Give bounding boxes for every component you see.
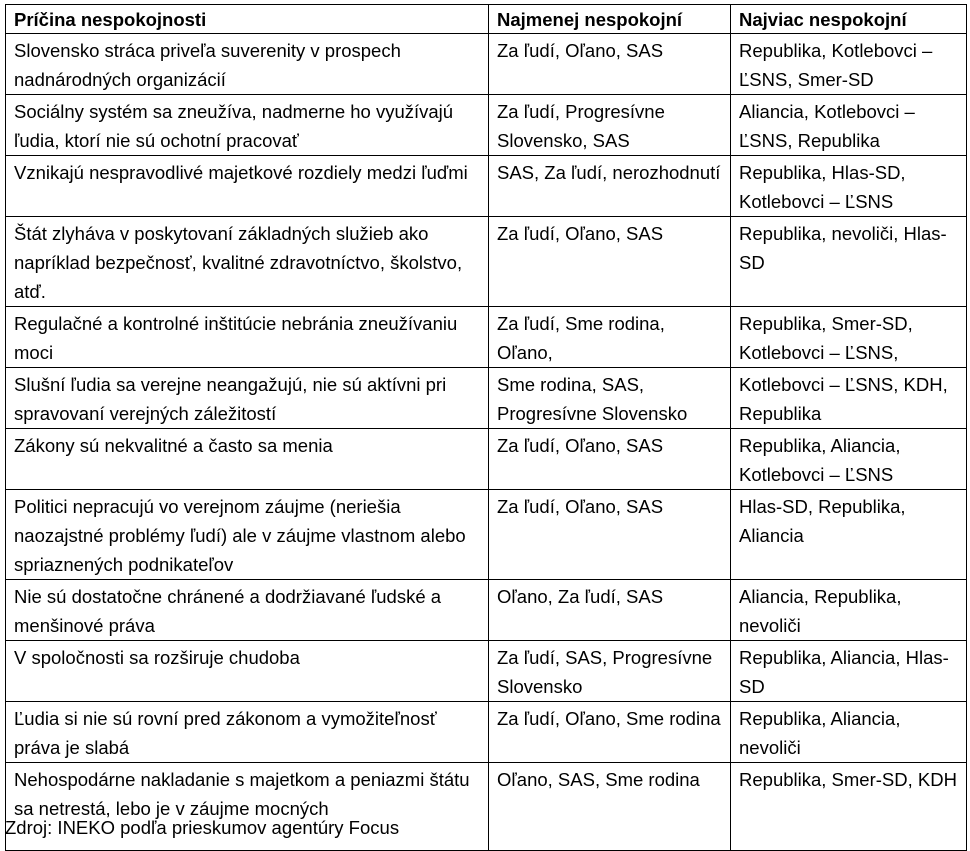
cause-cell: Sociálny systém sa zneužíva, nadmerne ho využívajú ľudia, ktorí nie sú ochotní pracovať (6, 95, 489, 156)
cause-cell: Nehospodárne nakladanie s majetkom a peniazmi štátu sa netrestá, lebo je v záujme mocných (6, 763, 489, 851)
table-row (6, 156, 967, 217)
cause-cell: Ľudia si nie sú rovní pred zákonom a vymožiteľnosť práva je slabá (6, 702, 489, 763)
table-row (6, 307, 967, 368)
table-row (6, 368, 967, 429)
most-cell: Republika, Smer-SD, KDH (731, 763, 967, 851)
cause-cell: Slovensko stráca priveľa suverenity v prospech nadnárodných organizácií (6, 34, 489, 95)
least-cell: Za ľudí, Oľano, SAS (489, 34, 731, 95)
least-cell: Oľano, SAS, Sme rodina (489, 763, 731, 851)
source-note: Zdroj: INEKO podľa prieskumov agentúry Focus (5, 817, 400, 838)
table-row (6, 429, 967, 490)
least-cell: Za ľudí, Oľano, SAS (489, 217, 731, 307)
table-row (6, 641, 967, 702)
table-row (6, 217, 967, 307)
least-cell: Za ľudí, SAS, Progresívne Slovensko (489, 641, 731, 702)
cause-cell: Nie sú dostatočne chránené a dodržiavané ľudské a menšinové práva (6, 580, 489, 641)
most-cell: Republika, Smer-SD, Kotlebovci – ĽSNS, (731, 307, 967, 368)
table-row (6, 580, 967, 641)
most-cell: Republika, Kotlebovci – ĽSNS, Smer-SD (731, 34, 967, 95)
table-row (6, 490, 967, 580)
table-row (6, 34, 967, 95)
most-cell: Republika, Hlas-SD, Kotlebovci – ĽSNS (731, 156, 967, 217)
cause-cell: Slušní ľudia sa verejne neangažujú, nie sú aktívni pri spravovaní verejných záležitostí (6, 368, 489, 429)
header-least-dissatisfied: Najmenej nespokojní (489, 5, 731, 34)
least-cell: Za ľudí, Oľano, SAS (489, 429, 731, 490)
cause-cell: Vznikajú nespravodlivé majetkové rozdiely medzi ľuďmi (6, 156, 489, 217)
cause-cell: Politici nepracujú vo verejnom záujme (neriešia naozajstné problémy ľudí) ale v záujme vlastnom alebo spriaznených podnikateľov (6, 490, 489, 580)
cause-cell: V spoločnosti sa rozširuje chudoba (6, 641, 489, 702)
most-cell: Hlas-SD, Republika, Aliancia (731, 490, 967, 580)
least-cell: Za ľudí, Oľano, SAS (489, 490, 731, 580)
header-most-dissatisfied: Najviac nespokojní (731, 5, 967, 34)
most-cell: Kotlebovci – ĽSNS, KDH, Republika (731, 368, 967, 429)
table-header-row (6, 5, 967, 34)
dissatisfaction-table (5, 4, 967, 851)
least-cell: Za ľudí, Oľano, Sme rodina (489, 702, 731, 763)
cause-cell: Zákony sú nekvalitné a často sa menia (6, 429, 489, 490)
least-cell: SAS, Za ľudí, nerozhodnutí (489, 156, 731, 217)
most-cell: Republika, Aliancia, nevoliči (731, 702, 967, 763)
least-cell: Sme rodina, SAS, Progresívne Slovensko (489, 368, 731, 429)
most-cell: Republika, nevoliči, Hlas-SD (731, 217, 967, 307)
cause-cell: Štát zlyháva v poskytovaní základných služieb ako napríklad bezpečnosť, kvalitné zdravotníctvo, školstvo, atď. (6, 217, 489, 307)
least-cell: Za ľudí, Progresívne Slovensko, SAS (489, 95, 731, 156)
header-cause: Príčina nespokojnosti (6, 5, 489, 34)
most-cell: Aliancia, Kotlebovci – ĽSNS, Republika (731, 95, 967, 156)
most-cell: Republika, Aliancia, Kotlebovci – ĽSNS (731, 429, 967, 490)
least-cell: Za ľudí, Sme rodina, Oľano, (489, 307, 731, 368)
table-row (6, 702, 967, 763)
cause-cell: Regulačné a kontrolné inštitúcie nebránia zneužívaniu moci (6, 307, 489, 368)
least-cell: Oľano, Za ľudí, SAS (489, 580, 731, 641)
most-cell: Republika, Aliancia, Hlas-SD (731, 641, 967, 702)
table-row (6, 95, 967, 156)
most-cell: Aliancia, Republika, nevoliči (731, 580, 967, 641)
